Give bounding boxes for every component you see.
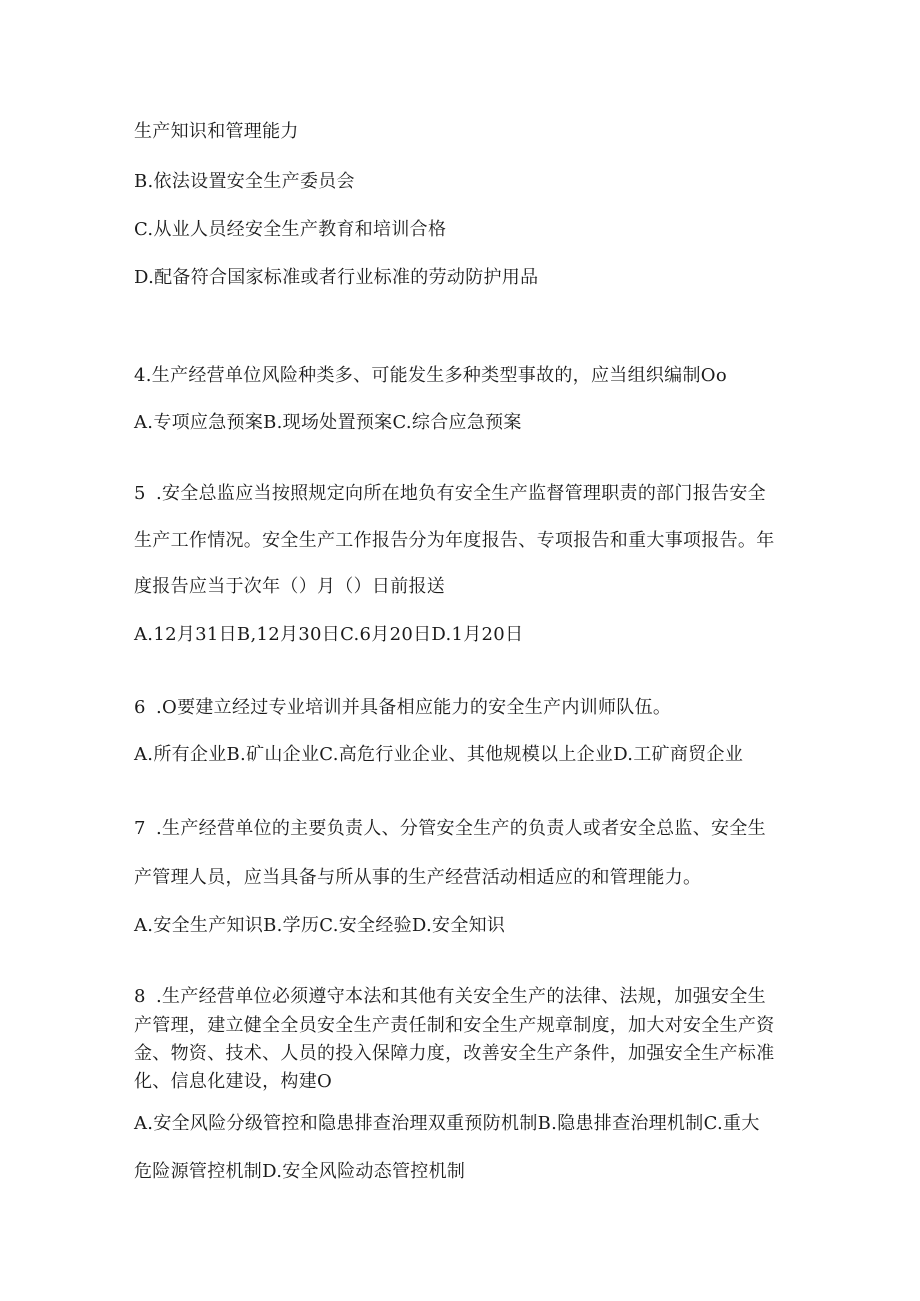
q8-stem-line-3: 金、物资、技术、人员的投入保障力度，改善安全生产条件，加强安全生产标准 <box>134 1043 775 1064</box>
q3-option-c: C.从业人员经安全生产教育和培训合格 <box>134 219 447 240</box>
q5-options: A.12月31日B,12月30日C.6月20日D.1月20日 <box>134 624 524 645</box>
q4-options: A.专项应急预案B.现场处置预案C.综合应急预案 <box>134 412 522 433</box>
q3-option-b: B.依法设置安全生产委员会 <box>134 171 355 192</box>
q8-options-line-2: 危险源管控机制D.安全风险动态管控机制 <box>134 1161 466 1182</box>
q8-options-line-1: A.安全风险分级管控和隐患排查治理双重预防机制B.隐患排查治理机制C.重大 <box>134 1113 760 1134</box>
q3-option-d: D.配备符合国家标准或者行业标准的劳动防护用品 <box>134 267 539 288</box>
q5-stem-text-1: .安全总监应当按照规定向所在地负有安全生产监督管理职责的部门报告安全 <box>156 483 766 504</box>
q8-number: 8 <box>134 986 146 1007</box>
q7-options: A.安全生产知识B.学历C.安全经验D.安全知识 <box>134 915 506 936</box>
q5-number: 5 <box>134 483 146 504</box>
q7-stem-text-1: .生产经营单位的主要负责人、分管安全生产的负责人或者安全总监、安全生 <box>156 818 766 839</box>
q3-tail: 生产知识和管理能力 <box>134 121 299 142</box>
q6-number: 6 <box>134 697 146 718</box>
q6-stem-text: .O要建立经过专业培训并具备相应能力的安全生产内训师队伍。 <box>156 697 672 718</box>
q5-stem-line-2: 生产工作情况。安全生产工作报告分为年度报告、专项报告和重大事项报告。年 <box>134 530 775 551</box>
q4-stem: 4.生产经营单位风险种类多、可能发生多种类型事故的，应当组织编制Oo <box>134 365 727 386</box>
q7-stem-line-2: 产管理人员，应当具备与所从事的生产经营活动相适应的和管理能力。 <box>134 867 702 888</box>
q8-stem-line-1 <box>134 985 766 1009</box>
q8-stem-line-2: 产管理，建立健全全员安全生产责任制和安全生产规章制度，加大对安全生产资 <box>134 1015 775 1036</box>
q7-number: 7 <box>134 818 146 839</box>
q5-stem-line-3: 度报告应当于次年（）月（）日前报送 <box>134 576 446 597</box>
q6-options: A.所有企业B.矿山企业C.高危行业企业、其他规模以上企业D.工矿商贸企业 <box>134 744 744 765</box>
q7-stem-line-1 <box>134 817 766 841</box>
q8-stem-line-4: 化、信息化建设，构建O <box>134 1071 333 1092</box>
q6-stem <box>134 696 671 720</box>
q8-stem-text-1: .生产经营单位必须遵守本法和其他有关安全生产的法律、法规，加强安全生 <box>156 986 766 1007</box>
q5-stem-line-1 <box>134 482 766 506</box>
